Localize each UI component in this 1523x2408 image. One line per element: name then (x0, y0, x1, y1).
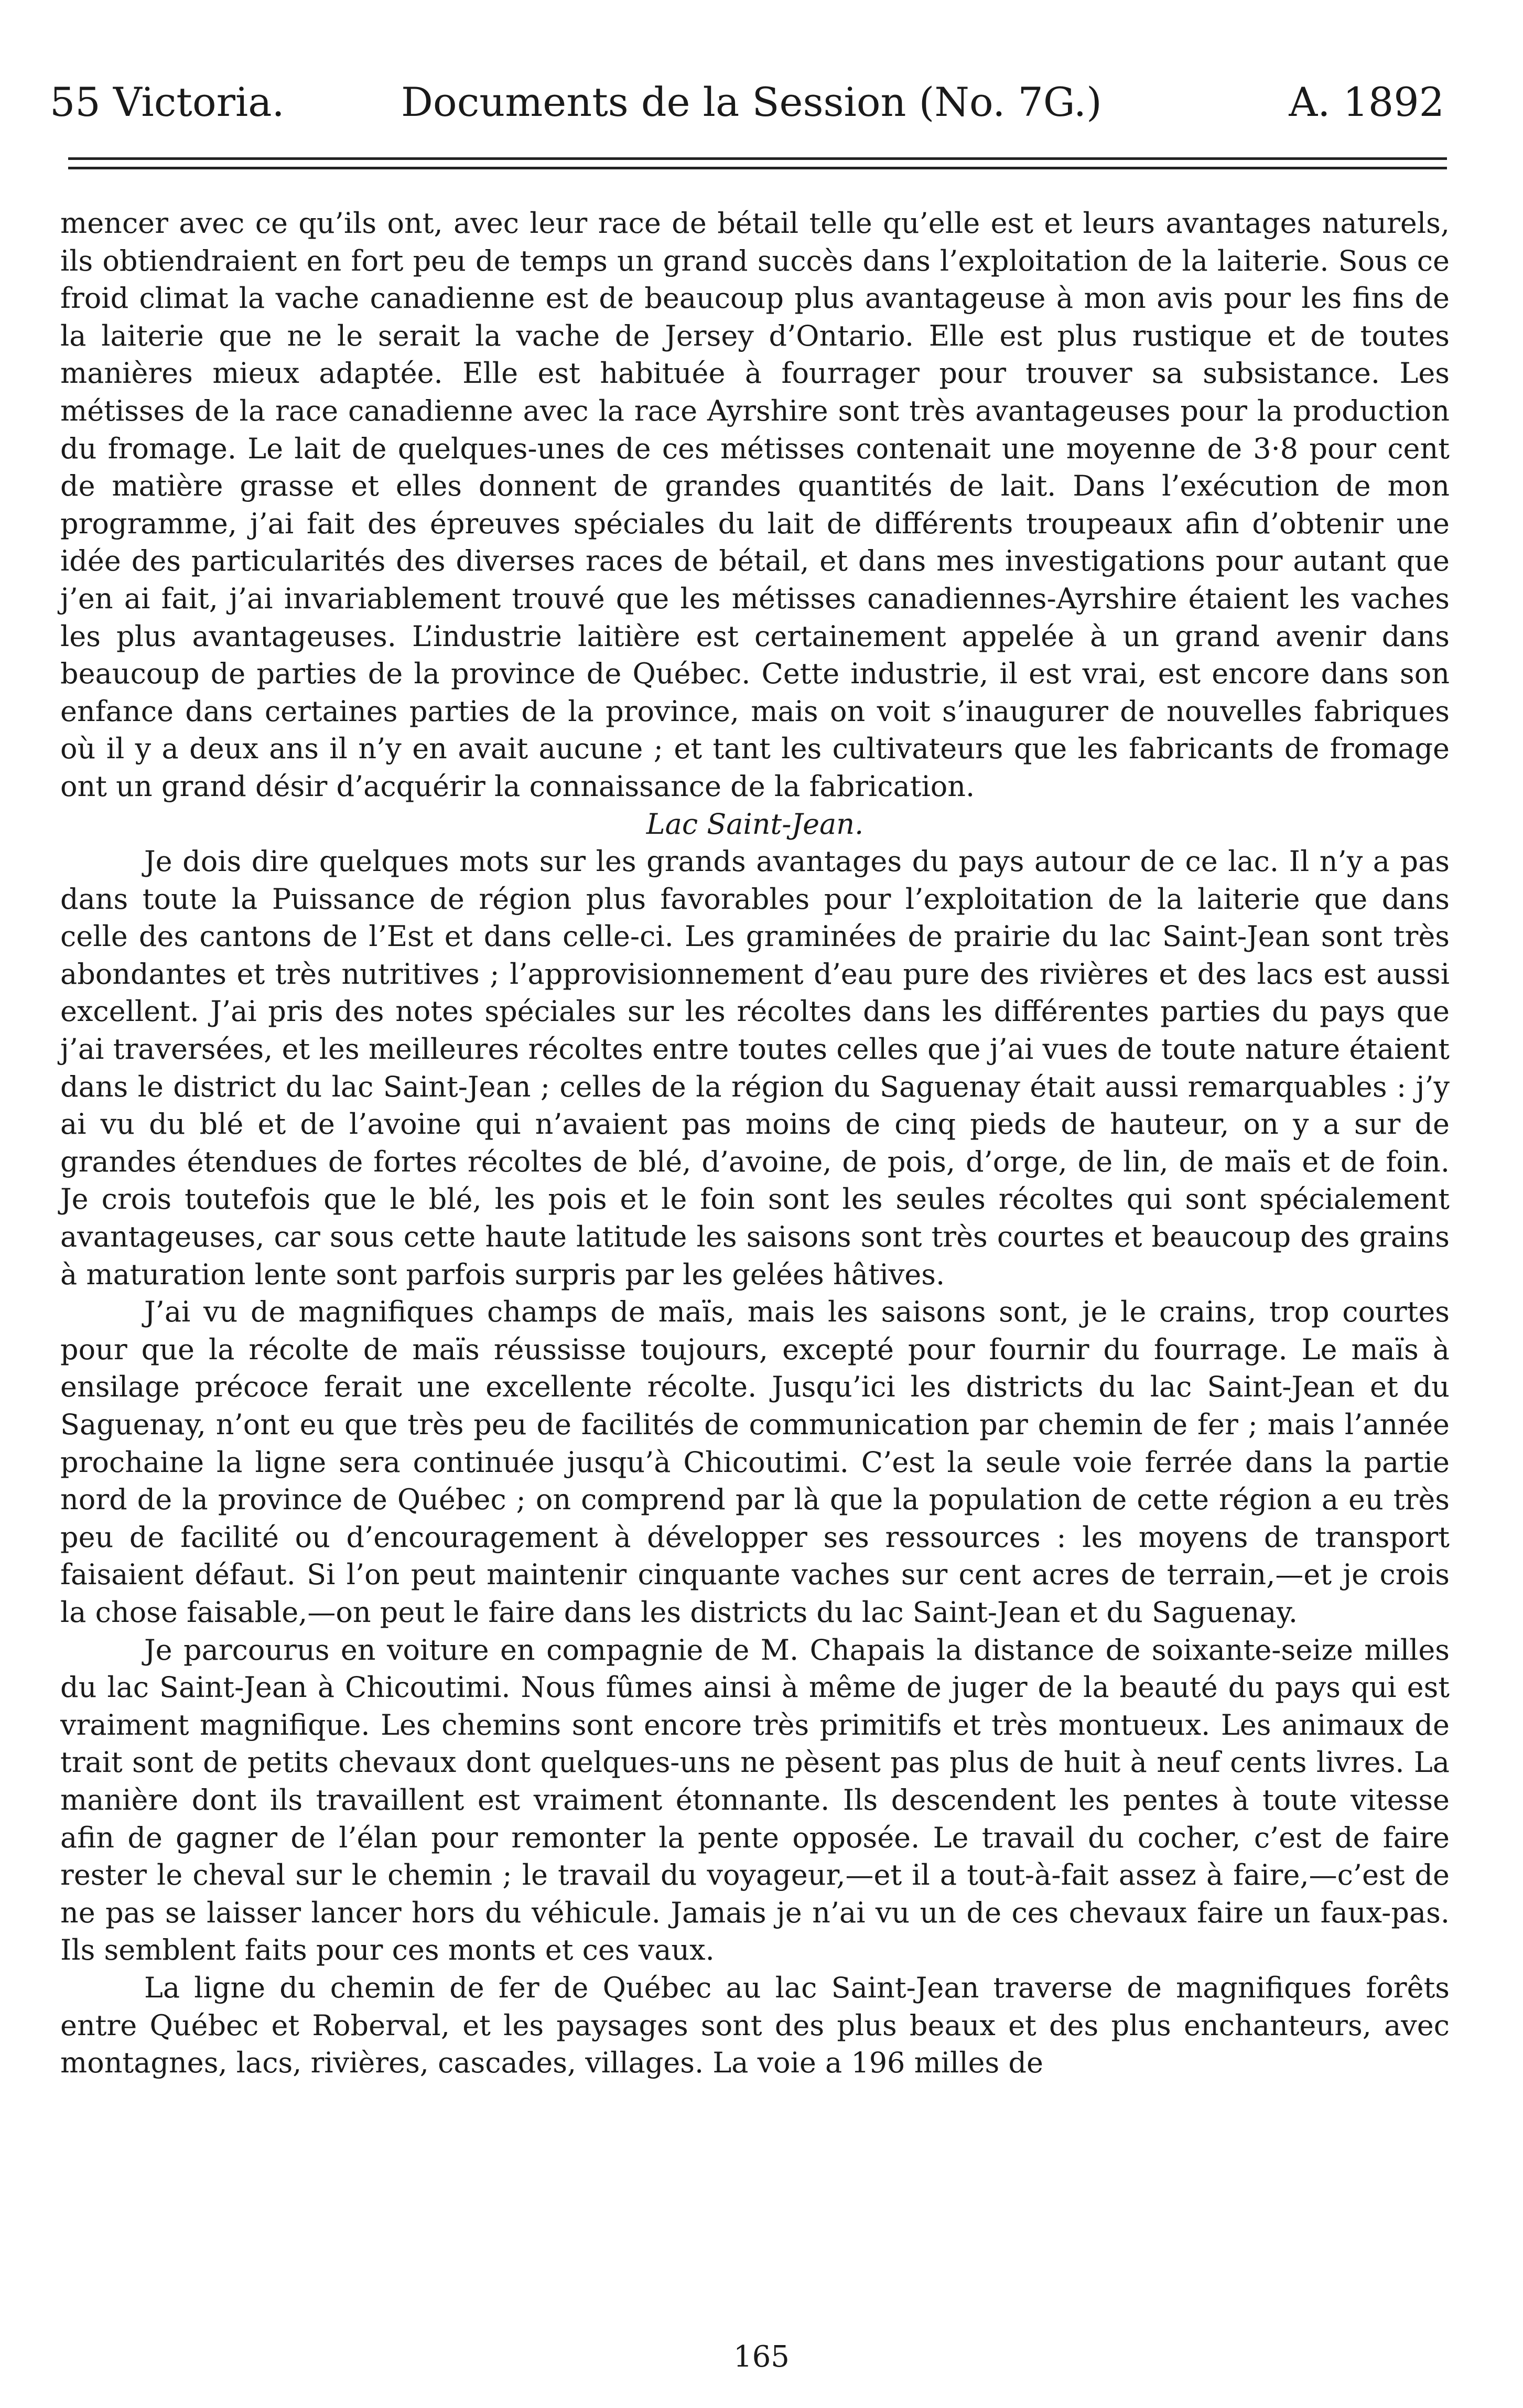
header-document-title: Documents de la Session (No. 7G.) (401, 79, 1102, 125)
section-title: Lac Saint-Jean. (646, 807, 864, 841)
header-regnal-year: 55 Victoria. (50, 79, 285, 125)
paragraph: Je dois dire quelques mots sur les grands avantages du pays autour de ce lac. Il n’y a pas dans toute la Puissance de région plus favorables pour l’exploitation de la laiterie que dans celle des cantons de l’Est et dans celle-ci. Les graminées de prairie du lac Saint-Jean sont très abondantes et très nutritives ; l’approvisionnement d’eau pure des rivières et des lacs est aussi excellent. J’ai pris des notes spéciales sur les récoltes dans les différentes parties du pays que j’ai traversées, et les meilleures récoltes entre toutes celles que j’ai vues de toute nature étaient dans le district du lac Saint-Jean ; celles de la région du Saguenay était aussi remarquables : j’y ai vu du blé et de l’avoine qui n’avaient pas moins de cinq pieds de hauteur, on y a sur de grandes étendues de fortes récoltes de blé, d’avoine, de pois, d’orge, de lin, de maïs et de foin. Je crois toutefois que le blé, les pois et le foin sont les seules récoltes qui sont spécialement avantageuses, car sous cette haute latitude les saisons sont très courtes et beaucoup des grains à maturation lente sont parfois surpris par les gelées hâtives. (60, 845, 1450, 1291)
paragraph-continued: mencer avec ce qu’ils ont, avec leur race de bétail telle qu’elle est et leurs avantages naturels, ils obtiendraient en fort peu de temps un grand succès dans l’exploitation de la laiterie. Sous ce froid climat la vache canadienne est de beaucoup plus avantageuse à mon avis pour les fins de la laiterie que ne le serait la vache de Jersey d’Ontario. Elle est plus rustique et de toutes manières mieux adaptée. Elle est habituée à fourrager pour trouver sa subsistance. Les métisses de la race canadienne avec la race Ayrshire sont très avantageuses pour la production du fromage. Le lait de quelques-unes de ces métisses contenait une moyenne de 3·8 pour cent de matière grasse et elles donnent de grandes quantités de lait. Dans l’exécution de mon programme, j’ai fait des épreuves spéciales du lait de différents troupeaux afin d’obtenir une idée des particularités des diverses races de bétail, et dans mes investigations pour autant que j’en ai fait, j’ai invariablement trouvé que les métisses canadiennes-Ayrshire étaient les vaches les plus avantageuses. L’industrie laitière est certainement appelée à un grand avenir dans beaucoup de parties de la province de Québec. Cette industrie, il est vrai, est encore dans son enfance dans certaines parties de la province, mais on voit s’inaugurer de nouvelles fabriques où il y a deux ans il n’y en avait aucune ; et tant les cultivateurs que les fabricants de fromage ont un grand désir d’acquérir la connaissance de la fabrication. (60, 207, 1450, 803)
header-year: A. 1892 (1289, 79, 1444, 125)
paragraph: La ligne du chemin de fer de Québec au lac Saint-Jean traverse de magnifiques forêts entre Québec et Roberval, et les paysages sont des plus beaux et des plus enchanteurs, avec montagnes, lacs, rivières, cascades, villages. La voie a 196 milles de (60, 1971, 1450, 2080)
header-rule-top (68, 157, 1447, 160)
paragraph: J’ai vu de magnifiques champs de maïs, mais les saisons sont, je le crains, trop courtes pour que la récolte de maïs réussisse toujours, excepté pour fournir du fourrage. Le maïs à ensilage précoce ferait une excellente récolte. Jusqu’ici les districts du lac Saint-Jean et du Saguenay, n’ont eu que très peu de facilités de communication par chemin de fer ; mais l’année prochaine la ligne sera continuée jusqu’à Chicoutimi. C’est la seule voie ferrée dans la partie nord de la province de Québec ; on comprend par là que la population de cette région a eu très peu de facilité ou d’encouragement à développer ses ressources : les moyens de transport faisaient défaut. Si l’on peut maintenir cinquante vaches sur cent acres de terrain,—et je crois la chose faisable,—on peut le faire dans les districts du lac Saint-Jean et du Saguenay. (60, 1295, 1450, 1629)
running-header (50, 73, 1444, 131)
page-number: 165 (733, 2340, 790, 2374)
paragraph: Je parcourus en voiture en compagnie de M. Chapais la distance de soixante-seize milles du lac Saint-Jean à Chicoutimi. Nous fûmes ainsi à même de juger de la beauté du pays qui est vraiment magnifique. Les chemins sont encore très primitifs et très montueux. Les animaux de trait sont de petits chevaux dont quelques-uns ne pèsent pas plus de huit à neuf cents livres. La manière dont ils travaillent est vraiment étonnante. Ils descendent les pentes à toute vitesse afin de gagner de l’élan pour remonter la pente opposée. Le travail du cocher, c’est de faire rester le cheval sur le chemin ; le travail du voyageur,—et il a tout-à-fait assez à faire,—c’est de ne pas se laisser lancer hors du véhicule. Jamais je n’ai vu un de ces chevaux faire un faux-pas. Ils semblent faits pour ces monts et ces vaux. (60, 1633, 1450, 1967)
header-rule-bottom (68, 167, 1447, 169)
body-text (60, 205, 1450, 2082)
